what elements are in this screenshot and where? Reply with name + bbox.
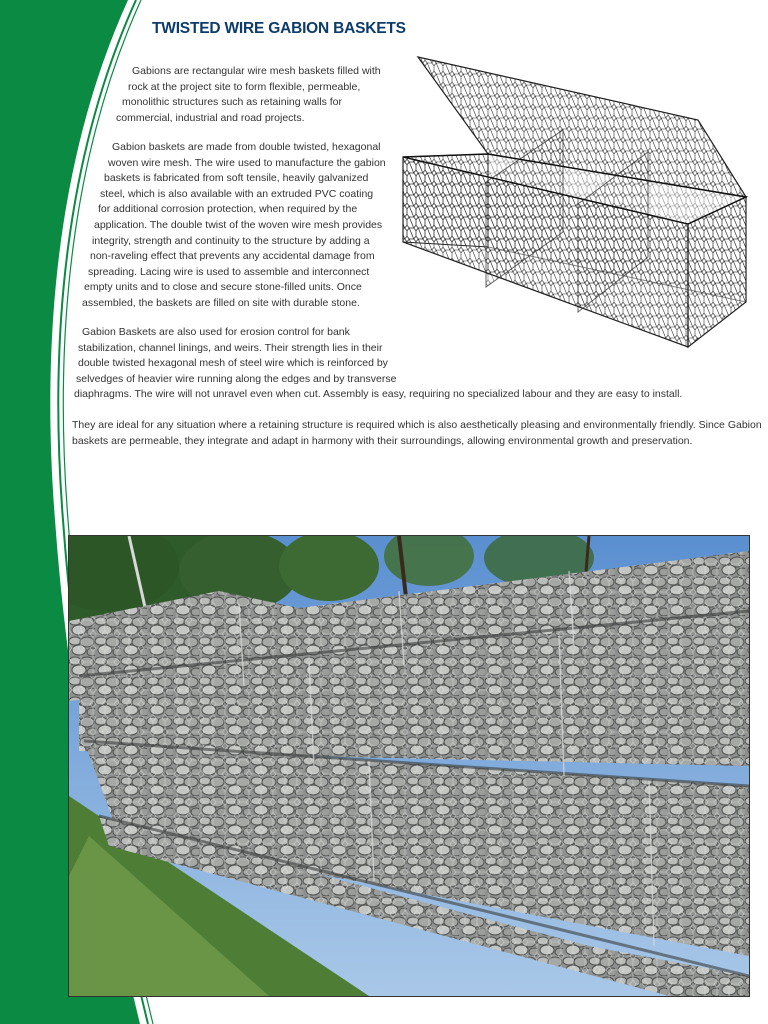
text-line: Gabion Baskets are also used for erosion control for bank [82,326,350,338]
text-line: empty units and to close and secure stone-filled units. Once [84,281,362,294]
gabion-wall-photo [68,535,750,997]
gabion-basket-diagram [398,52,750,352]
construction-paragraph [82,140,386,312]
text-line: monolithic structures such as retaining walls for [122,96,343,109]
text-line: assembled, the baskets are filled on site with durable stone. [82,296,360,309]
text-line: Gabions are rectangular wire mesh baskets filled with [132,65,381,77]
text-line: stabilization, channel linings, and weirs. Their strength lies in their [78,341,383,354]
text-line: steel, which is also available with an extruded PVC coating [100,187,374,200]
text-line: Gabion baskets are made from double twisted, hexagonal [112,141,381,153]
text-line: application. The double twist of the woven wire mesh provides [94,218,383,231]
text-line: woven wire mesh. The wire used to manufacture the gabion [108,156,386,169]
text-line: spreading. Lacing wire is used to assemble and interconnect [88,265,370,278]
text-line: commercial, industrial and road projects. [116,111,305,124]
text-line: selvedges of heavier wire running along the edges and by transverse [76,372,397,385]
intro-paragraph [118,64,381,126]
text-line: non-raveling effect that prevents any accidental damage from [90,250,375,263]
text-line: rock at the project site to form flexible, permeable, [128,80,361,93]
text-line: for additional corrosion protection, when required by the [98,203,358,216]
text-line: baskets are permeable, they integrate and adapt in harmony with their surroundings, allowing environmental growth and preservation. [72,434,693,447]
benefits-paragraph [72,418,762,449]
text-line: diaphragms. The wire will not unravel even when cut. Assembly is easy, requiring no specialized labour and they are easy to install. [74,388,683,401]
text-line: They are ideal for any situation where a retaining structure is required which is also aesthetically pleasing and environmentally friendly. Since Gabion [72,419,762,431]
text-line: double twisted hexagonal mesh of steel wire which is reinforced by [78,357,388,370]
page-title: TWISTED WIRE GABION BASKETS [152,20,406,37]
text-line: integrity, strength and continuity to the structure by adding a [92,234,370,247]
text-line: baskets is fabricated from soft tensile, heavily galvanized [104,172,369,185]
